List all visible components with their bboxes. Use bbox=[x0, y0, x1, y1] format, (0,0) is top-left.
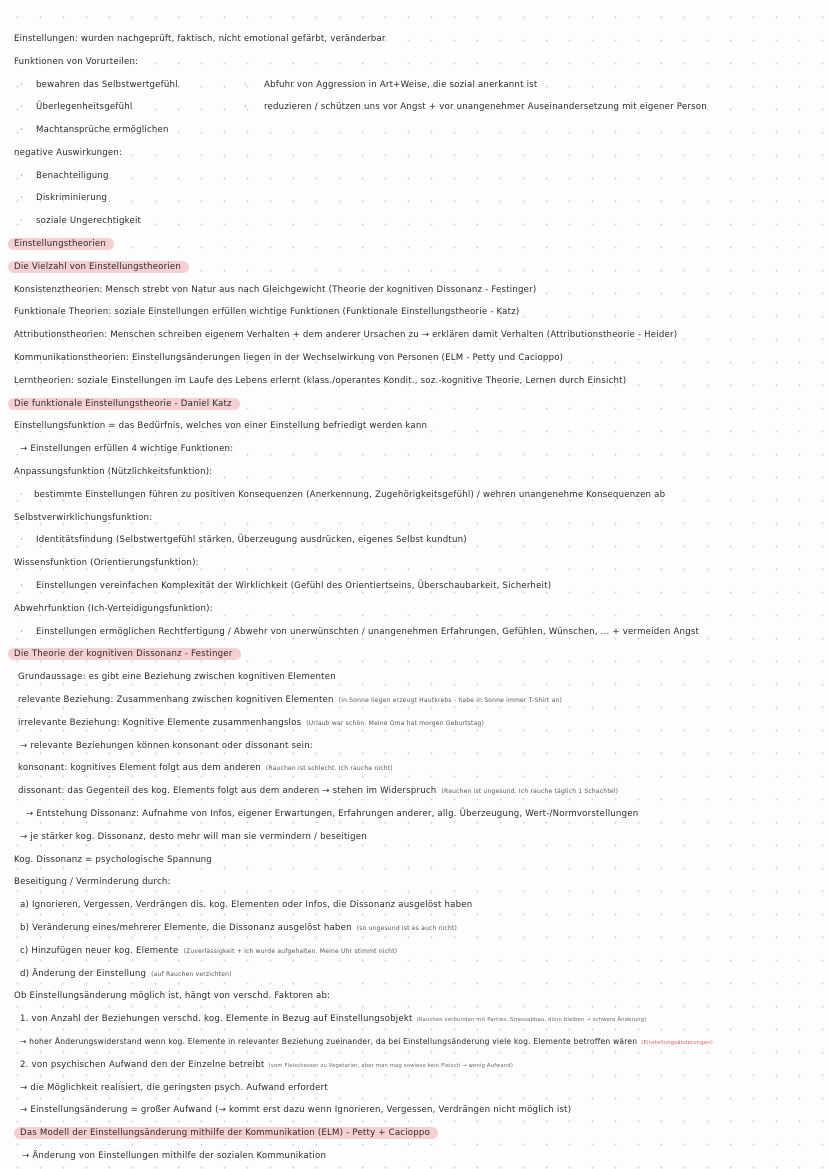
note-text: Beseitigung / Verminderung durch: bbox=[14, 877, 171, 887]
bullet-icon: · bbox=[20, 171, 23, 180]
note-text: Einstellungen vereinfachen Komplexität der Wirklichkeit (Gefühl des Orientiertseins, Überschaubarkeit, Sicherheit) bbox=[36, 581, 552, 591]
example-note: (Zuverlässigkeit + ich wurde aufgehalten. Meine Uhr stimmt nicht) bbox=[183, 948, 398, 955]
note-line bbox=[20, 897, 472, 913]
note-text: Abfuhr von Aggression in Art+Weise, die sozial anerkannt ist bbox=[264, 80, 538, 90]
heading-text: Das Modell der Einstellungsänderung mithilfe der Kommunikation (ELM) - Petty + Cacioppo bbox=[14, 1127, 438, 1139]
note-text: → die Möglichkeit realisiert, die geringsten psych. Aufwand erfordert bbox=[20, 1083, 328, 1093]
note-text: Abwehrfunktion (Ich-Verteidigungsfunktion): bbox=[14, 604, 213, 614]
note-text: Kog. Dissonanz = psychologische Spannung bbox=[14, 855, 212, 865]
note-line bbox=[14, 213, 141, 229]
note-line bbox=[18, 783, 618, 799]
note-text: a) Ignorieren, Vergessen, Verdrängen dis. kog. Elementen oder Infos, die Dissonanz ausgelöst haben bbox=[20, 900, 473, 910]
note-line bbox=[14, 578, 551, 594]
note-line bbox=[14, 77, 178, 93]
note-line bbox=[14, 874, 171, 890]
note-line bbox=[20, 920, 457, 936]
note-text: Funktionale Theorien: soziale Einstellungen erfüllen wichtige Funktionen (Funktionale Einstellungstheorie - Katz) bbox=[14, 307, 520, 317]
note-line bbox=[14, 464, 212, 480]
note-text: Ob Einstellungsänderung möglich ist, hängt von verschd. Faktoren ab: bbox=[14, 991, 331, 1001]
example-note: (so ungesund ist es auch nicht) bbox=[356, 925, 458, 932]
heading-text: Die funktionale Einstellungstheorie - Daniel Katz bbox=[8, 398, 240, 410]
note-text: bewahren das Selbstwertgefühl bbox=[36, 80, 178, 90]
note-line bbox=[20, 966, 232, 982]
note-line bbox=[14, 532, 467, 548]
note-line bbox=[20, 1034, 713, 1050]
note-text: Wissensfunktion (Orientierungsfunktion): bbox=[14, 558, 199, 568]
section-heading bbox=[14, 396, 240, 412]
note-line bbox=[14, 988, 330, 1004]
note-line bbox=[14, 327, 677, 343]
bullet-icon: · bbox=[20, 490, 23, 499]
note-text: 1. von Anzahl der Beziehungen verschd. kog. Elemente in Bezug auf Einstellungsobjekt bbox=[20, 1014, 413, 1024]
note-line bbox=[18, 715, 484, 731]
bullet-icon: · bbox=[20, 125, 23, 134]
note-line bbox=[14, 555, 199, 571]
bullet-icon: · bbox=[20, 216, 23, 225]
bullet-icon: · bbox=[244, 102, 247, 111]
note-text: relevante Beziehung: Zusammenhang zwischen kognitiven Elementen bbox=[18, 695, 334, 705]
note-line bbox=[20, 441, 233, 457]
section-heading bbox=[14, 646, 241, 662]
section-heading bbox=[14, 236, 114, 252]
bullet-icon: · bbox=[20, 80, 23, 89]
example-note: (Rauchen verbunden mit Parties, Stressabbau, dünn bleiben → schwere Änderung) bbox=[416, 1017, 647, 1023]
note-text: Machtansprüche ermöglichen bbox=[36, 125, 169, 135]
note-line bbox=[14, 487, 665, 503]
example-note: (auf Rauchen verzichten) bbox=[151, 971, 232, 978]
note-line bbox=[26, 806, 638, 822]
note-text: Lerntheorien: soziale Einstellungen im Laufe des Lebens erlernt (klass./operantes Kondit., soz.-kognitive Theorie, Lernen durch Einsicht) bbox=[14, 376, 627, 386]
example-note: (vom Fleischesser zu Vegetarier, aber man mag sowieso kein Fleisch → wenig Aufwand) bbox=[268, 1063, 514, 1069]
note-line bbox=[14, 373, 626, 389]
note-line bbox=[22, 1148, 326, 1164]
note-text: reduzieren / schützen uns vor Angst + vor unangenehmer Auseinandersetzung mit eigener Person bbox=[264, 102, 707, 112]
note-text: Attributionstheorien: Menschen schreiben eigenem Verhalten + dem anderer Ursachen zu → erklären damit Verhalten (Attributionstheorie - Heider) bbox=[14, 330, 678, 340]
heading-text: Die Vielzahl von Einstellungstheorien bbox=[8, 261, 189, 273]
bullet-icon: · bbox=[20, 102, 23, 111]
note-text: dissonant: das Gegenteil des kog. Elements folgt aus dem anderen → stehen im Widerspruch bbox=[18, 786, 437, 796]
note-text: Benachteiligung bbox=[36, 171, 109, 181]
note-text: soziale Ungerechtigkeit bbox=[36, 216, 142, 226]
note-text: c) Hinzufügen neuer kog. Elemente bbox=[20, 946, 179, 956]
note-line bbox=[14, 99, 132, 115]
note-line bbox=[20, 943, 397, 959]
note-line bbox=[14, 510, 152, 526]
bullet-icon: · bbox=[20, 193, 23, 202]
note-line bbox=[14, 31, 386, 47]
note-line bbox=[18, 669, 336, 685]
note-text: Anpassungsfunktion (Nützlichkeitsfunktion): bbox=[14, 467, 213, 477]
note-line bbox=[14, 145, 122, 161]
heading-text: Die Theorie der kognitiven Dissonanz - Festinger bbox=[8, 648, 241, 660]
note-text: Überlegenheitsgefühl bbox=[36, 102, 133, 112]
note-text: Funktionen von Vorurteilen: bbox=[14, 57, 139, 67]
note-text: Einstellungen: wurden nachgeprüft, faktisch, nicht emotional gefärbt, veränderbar bbox=[14, 34, 386, 44]
note-text: negative Auswirkungen: bbox=[14, 148, 123, 158]
note-text: irrelevante Beziehung: Kognitive Elemente zusammenhangslos bbox=[18, 718, 302, 728]
note-line bbox=[14, 624, 699, 640]
note-text: Kommunikationstheorien: Einstellungsänderungen liegen in der Wechselwirkung von Personen (ELM - Petty und Cacioppo) bbox=[14, 353, 564, 363]
bullet-icon: · bbox=[20, 581, 23, 590]
note-text: Grundaussage: es gibt eine Beziehung zwischen kognitiven Elementen bbox=[18, 672, 336, 682]
section-heading bbox=[20, 1125, 438, 1141]
bullet-icon: · bbox=[20, 535, 23, 544]
note-line bbox=[18, 760, 393, 776]
note-line bbox=[244, 99, 707, 115]
note-text: b) Veränderung eines/mehrerer Elemente, die Dissonanz ausgelöst haben bbox=[20, 923, 352, 933]
note-line bbox=[14, 418, 427, 434]
note-text: bestimmte Einstellungen führen zu positiven Konsequenzen (Anerkennung, Zugehörigkeitsgefühl) / wehren unangenehme Konsequenzen ab bbox=[34, 490, 666, 500]
margin-note: (Einstellungsänderungen) bbox=[641, 1040, 713, 1046]
note-line bbox=[244, 77, 537, 93]
example-note: (Urlaub war schön. Meine Oma hat morgen Geburtstag) bbox=[306, 720, 484, 727]
note-line bbox=[20, 1102, 571, 1118]
note-text: konsonant: kognitives Element folgt aus dem anderen bbox=[18, 763, 261, 773]
note-line bbox=[14, 601, 213, 617]
example-note: (Rauchen ist schlecht. Ich rauche nicht) bbox=[265, 765, 393, 772]
example-note: (in Sonne liegen erzeugt Hautkrebs - habe in Sonne immer T-Shirt an) bbox=[338, 697, 563, 704]
note-text: → hoher Änderungswiderstand wenn kog. Elemente in relevanter Beziehung zueinander, da bei Einstellungsänderung viele kog. Elemente betroffen wären bbox=[20, 1037, 638, 1046]
note-line bbox=[14, 304, 519, 320]
note-line bbox=[18, 692, 562, 708]
note-text: → Entstehung Dissonanz: Aufnahme von Infos, eigener Erwartungen, Erfahrungen anderer, allg. Überzeugung, Wert-/Normvorstellungen bbox=[26, 809, 639, 819]
note-text: → Einstellungsänderung = großer Aufwand (→ kommt erst dazu wenn Ignorieren, Vergessen, Verdrängen nicht möglich ist) bbox=[20, 1105, 572, 1115]
note-text: → je stärker kog. Dissonanz, desto mehr will man sie vermindern / beseitigen bbox=[20, 832, 367, 842]
note-line bbox=[20, 1011, 647, 1027]
note-text: → Einstellungen erfüllen 4 wichtige Funktionen: bbox=[20, 444, 234, 454]
heading-text: Einstellungstheorien bbox=[8, 238, 114, 250]
example-note: (Rauchen ist ungesund. Ich rauche täglich 1 Schachtel) bbox=[441, 788, 619, 795]
note-line bbox=[14, 852, 212, 868]
note-line bbox=[14, 168, 109, 184]
note-text: Diskriminierung bbox=[36, 193, 108, 203]
note-line bbox=[20, 829, 367, 845]
note-text: → Änderung von Einstellungen mithilfe der sozialen Kommunikation bbox=[22, 1151, 327, 1161]
note-line bbox=[14, 54, 138, 70]
section-heading bbox=[14, 259, 189, 275]
note-line bbox=[20, 738, 313, 754]
note-line bbox=[20, 1080, 328, 1096]
bullet-icon: · bbox=[20, 627, 23, 636]
note-line bbox=[14, 122, 169, 138]
note-text: → relevante Beziehungen können konsonant oder dissonant sein: bbox=[20, 741, 313, 751]
note-text: d) Änderung der Einstellung bbox=[20, 969, 147, 979]
note-text: Selbstverwirklichungsfunktion: bbox=[14, 513, 153, 523]
note-text: Identitätsfindung (Selbstwertgefühl stärken, Überzeugung ausdrücken, eigenes Selbst kundtun) bbox=[36, 535, 467, 545]
note-line bbox=[14, 350, 563, 366]
note-line bbox=[14, 190, 107, 206]
bullet-icon: · bbox=[244, 80, 247, 89]
note-text: Konsistenztheorien: Mensch strebt von Natur aus nach Gleichgewicht (Theorie der kognitiven Dissonanz - Festinger) bbox=[14, 285, 537, 295]
note-text: 2. von psychischen Aufwand den der Einzelne betreibt bbox=[20, 1060, 265, 1070]
note-text: Einstellungen ermöglichen Rechtfertigung / Abwehr von unerwünschten / unangenehmen Erfahrungen, Gefühlen, Wünschen, ... + vermeiden Angst bbox=[36, 627, 700, 637]
note-line bbox=[20, 1057, 513, 1073]
note-text: Einstellungsfunktion = das Bedürfnis, welches von einer Einstellung befriedigt werden kann bbox=[14, 421, 428, 431]
note-line bbox=[14, 282, 536, 298]
